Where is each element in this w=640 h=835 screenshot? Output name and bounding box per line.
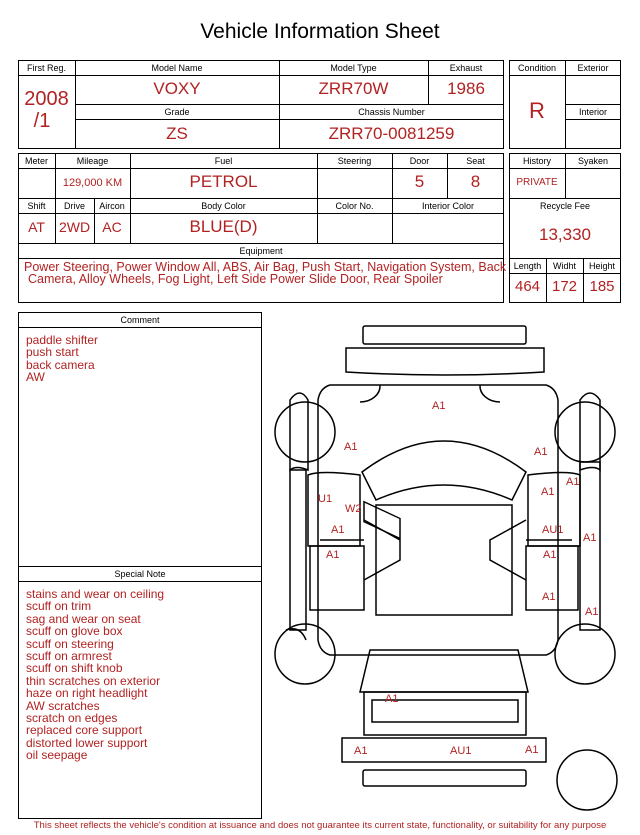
mileage-label: Mileage <box>76 156 109 166</box>
door-value: 5 <box>414 172 425 191</box>
equipment-line-1: Power Steering, Power Window All, ABS, Air Bag, Push Start, Navigation System, Back <box>24 260 507 274</box>
chassis-value: ZRR70-0081259 <box>328 124 455 143</box>
list-item: back camera <box>26 357 95 372</box>
condition-label: Condition <box>517 63 557 73</box>
list-item: sag and wear on seat <box>26 611 141 626</box>
steering-label: Steering <box>337 156 372 166</box>
list-item: oil seepage <box>26 748 88 763</box>
damage-mark: AU1 <box>542 524 564 536</box>
damage-mark: A1 <box>326 549 340 561</box>
list-item: scratch on edges <box>26 711 118 726</box>
model-type-value: ZRR70W <box>318 79 389 98</box>
door-label: Door <box>409 156 430 166</box>
damage-mark: A1 <box>534 446 548 458</box>
interior-color-label: Interior Color <box>421 201 475 211</box>
damage-mark: A1 <box>331 524 345 536</box>
list-item: AW <box>26 370 45 385</box>
damage-mark: A1 <box>385 693 399 705</box>
list-item: paddle shifter <box>26 333 99 347</box>
model-name-value: VOXY <box>153 79 201 98</box>
recycle-fee-label: Recycle Fee <box>539 201 591 211</box>
recycle-fee-value: 13,330 <box>539 225 591 244</box>
mileage-value: 129,000 KM <box>62 177 123 189</box>
damage-mark: W2 <box>345 503 362 515</box>
first-reg-year: 2008 <box>24 88 69 110</box>
fuel-value: PETROL <box>189 172 258 191</box>
damage-mark: AU1 <box>450 745 472 757</box>
width-value: 172 <box>551 278 578 295</box>
fuel-label: Fuel <box>214 156 233 166</box>
damage-mark: A1 <box>583 532 597 544</box>
list-item: haze on right headlight <box>26 686 148 701</box>
height-label: Height <box>588 261 615 271</box>
list-item: scuff on armrest <box>26 649 112 664</box>
interior-label: Interior <box>578 107 607 117</box>
drive-label: Drive <box>63 201 85 211</box>
aircon-label: Aircon <box>99 201 125 211</box>
list-item: scuff on steering <box>26 636 114 651</box>
exhaust-label: Exhaust <box>449 63 483 73</box>
exhaust-value: 1986 <box>447 79 485 98</box>
width-label: Widht <box>552 261 576 271</box>
length-value: 464 <box>514 278 541 295</box>
equipment-line-2: Camera, Alloy Wheels, Fog Light, Left Side Power Slide Door, Rear Spoiler <box>28 272 443 286</box>
list-item: push start <box>26 345 79 360</box>
aircon-value: AC <box>102 219 122 235</box>
seat-value: 8 <box>470 172 481 191</box>
damage-mark: A1 <box>344 441 358 453</box>
grade-value: ZS <box>166 124 188 143</box>
page-title: Vehicle Information Sheet <box>200 20 440 43</box>
history-value: PRIVATE <box>516 177 558 188</box>
damage-mark: A1 <box>432 400 446 412</box>
drive-value: 2WD <box>58 219 91 235</box>
shift-value: AT <box>28 219 45 235</box>
list-item: scuff on glove box <box>26 624 123 639</box>
body-color-label: Body Color <box>201 201 246 211</box>
seat-label: Seat <box>466 156 485 166</box>
list-item: scuff on shift knob <box>26 661 123 676</box>
damage-mark: A1 <box>542 591 556 603</box>
damage-mark: A1 <box>543 549 557 561</box>
special-note-list <box>26 588 256 762</box>
grade-label: Grade <box>164 107 190 117</box>
model-name-label: Model Name <box>151 63 203 73</box>
special-note-label: Special Note <box>114 569 166 579</box>
equipment-label: Equipment <box>239 246 283 256</box>
first-reg-month: /1 <box>33 110 51 132</box>
list-item: replaced core support <box>26 723 143 738</box>
comment-label: Comment <box>120 315 160 325</box>
damage-mark: A1 <box>525 744 539 756</box>
damage-mark: A1 <box>354 745 368 757</box>
chassis-label: Chassis Number <box>358 107 425 117</box>
list-item: thin scratches on exterior <box>26 673 161 688</box>
syaken-label: Syaken <box>577 156 609 166</box>
damage-mark: A1 <box>566 476 580 488</box>
body-color-value: BLUE(D) <box>189 217 258 236</box>
model-type-label: Model Type <box>330 63 377 73</box>
damage-mark: U1 <box>318 493 333 505</box>
meter-label: Meter <box>24 156 48 166</box>
damage-mark: A1 <box>541 486 555 498</box>
color-no-label: Color No. <box>335 201 374 211</box>
length-label: Length <box>513 261 542 271</box>
history-label: History <box>522 156 551 166</box>
shift-label: Shift <box>27 201 46 211</box>
list-item: stains and wear on ceiling <box>26 587 165 601</box>
exterior-label: Exterior <box>577 63 609 73</box>
list-item: distorted lower support <box>26 735 148 750</box>
disclaimer-footer: This sheet reflects the vehicle's condition at issuance and does not guarantee its current state, functionality, or suitability for any purpose <box>33 820 607 831</box>
comment-list <box>26 334 256 384</box>
first-reg-label: First Reg. <box>26 63 66 73</box>
condition-value: R <box>529 98 545 123</box>
list-item: scuff on trim <box>26 599 92 614</box>
damage-mark: A1 <box>585 606 599 618</box>
height-value: 185 <box>589 278 615 295</box>
list-item: AW scratches <box>26 698 100 713</box>
